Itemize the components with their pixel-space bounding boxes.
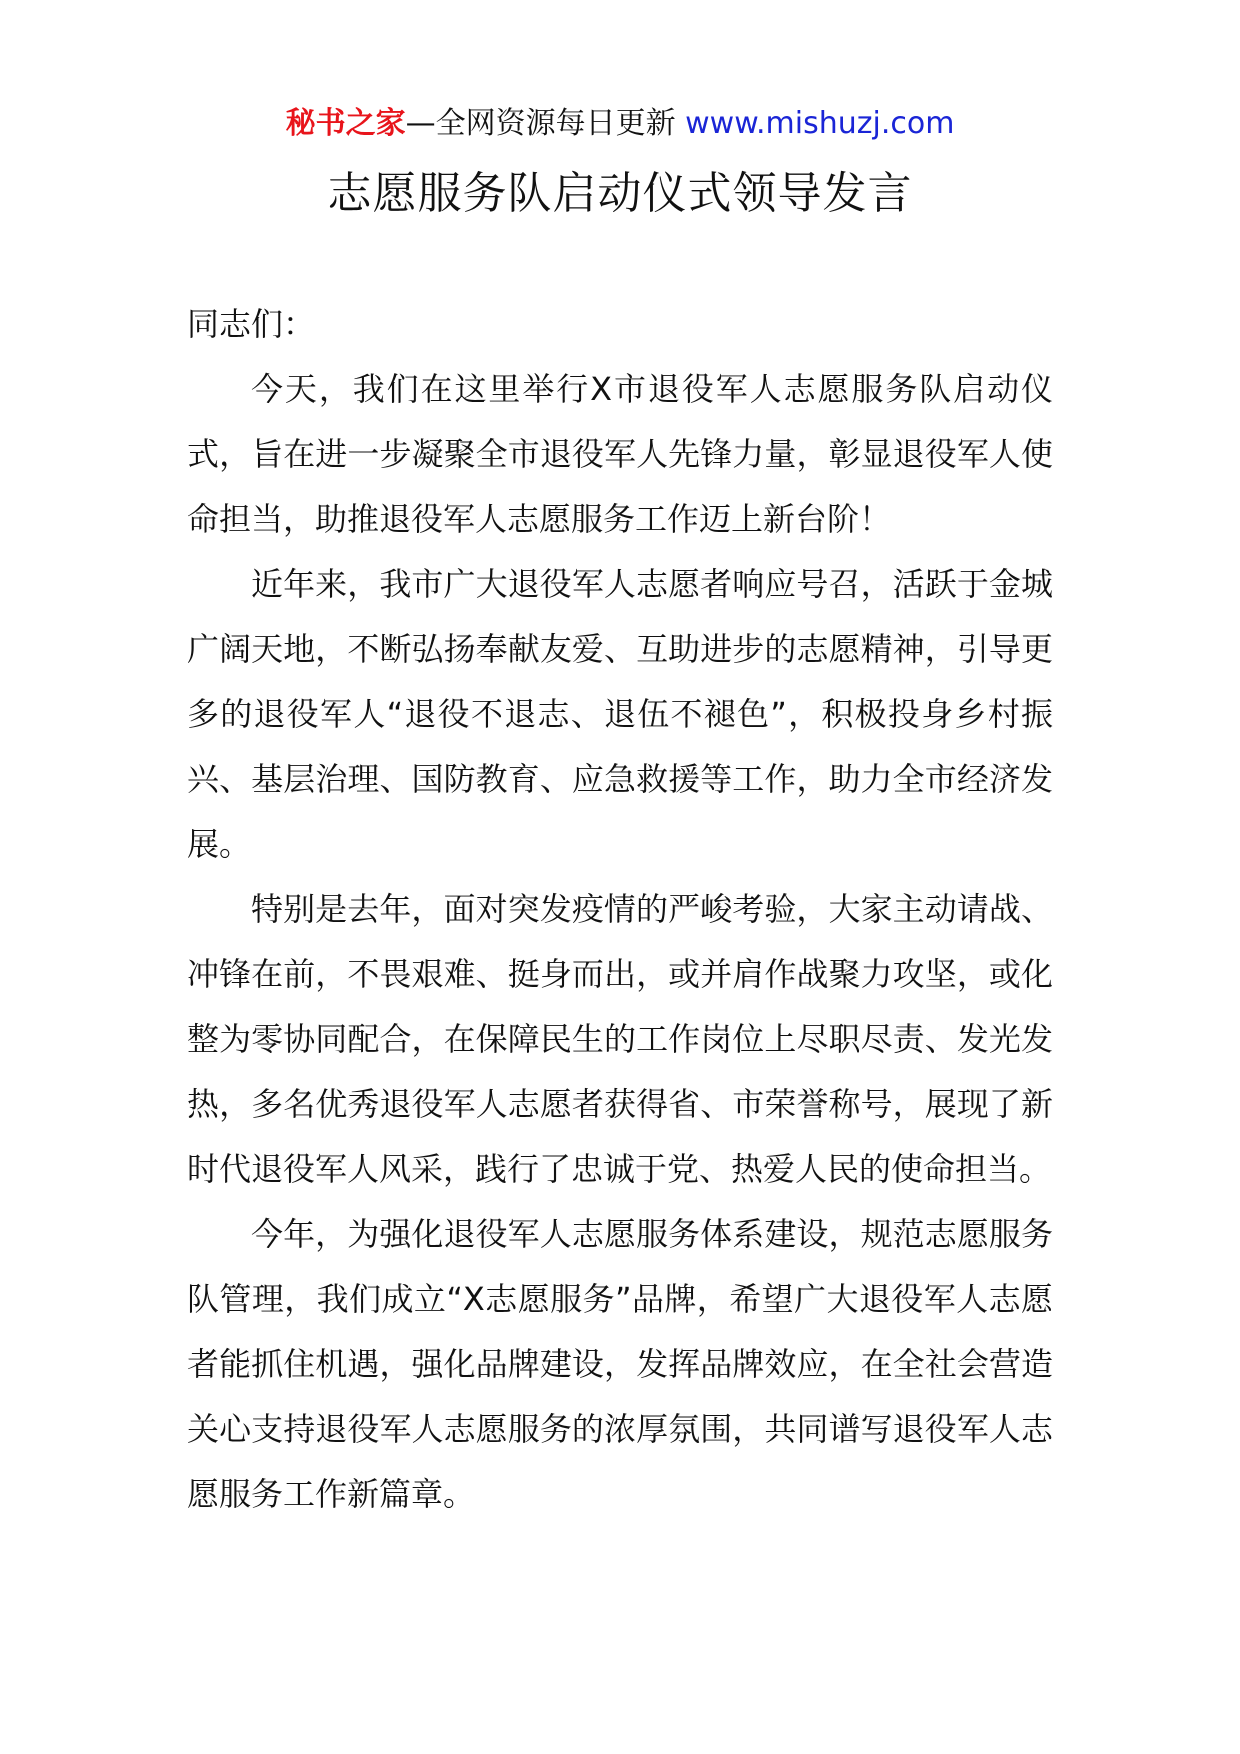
paragraph-1: 今天，我们在这里举行X市退役军人志愿服务队启动仪式，旨在进一步凝聚全市退役军人先锋力量，彰显退役军人使命担当，助推退役军人志愿服务工作迈上新台阶！: [187, 370, 1053, 538]
brand-name: 秘书之家: [285, 106, 406, 141]
document-body: [187, 292, 1053, 1527]
header-url-link[interactable]: www.mishuzj.com: [685, 106, 955, 141]
header-banner: [0, 102, 1240, 146]
document-title: 志愿服务队启动仪式领导发言: [327, 168, 913, 219]
paragraph-4: 今年，为强化退役军人志愿服务体系建设，规范志愿服务队管理，我们成立“X志愿服务”品牌，希望广大退役军人志愿者能抓住机遇，强化品牌建设，发挥品牌效应，在全社会营造关心支持退役军人志愿服务的浓厚氛围，共同谱写退役军人志愿服务工作新篇章。: [187, 1215, 1053, 1513]
paragraph-3: 特别是去年，面对突发疫情的严峻考验，大家主动请战、冲锋在前，不畏艰难、挺身而出，或并肩作战聚力攻坚，或化整为零协同配合，在保障民生的工作岗位上尽职尽责、发光发热，多名优秀退役军人志愿者获得省、市荣誉称号，展现了新时代退役军人风采，践行了忠诚于党、热爱人民的使命担当。: [187, 890, 1053, 1188]
header-slogan: —全网资源每日更新: [405, 106, 686, 141]
paragraph-2: 近年来，我市广大退役军人志愿者响应号召，活跃于金城广阔天地，不断弘扬奉献友爱、互助进步的志愿精神，引导更多的退役军人“退役不退志、退伍不褪色”，积极投身乡村振兴、基层治理、国防教育、应急救援等工作，助力全市经济发展。: [187, 565, 1053, 863]
salutation: 同志们：: [187, 305, 316, 343]
